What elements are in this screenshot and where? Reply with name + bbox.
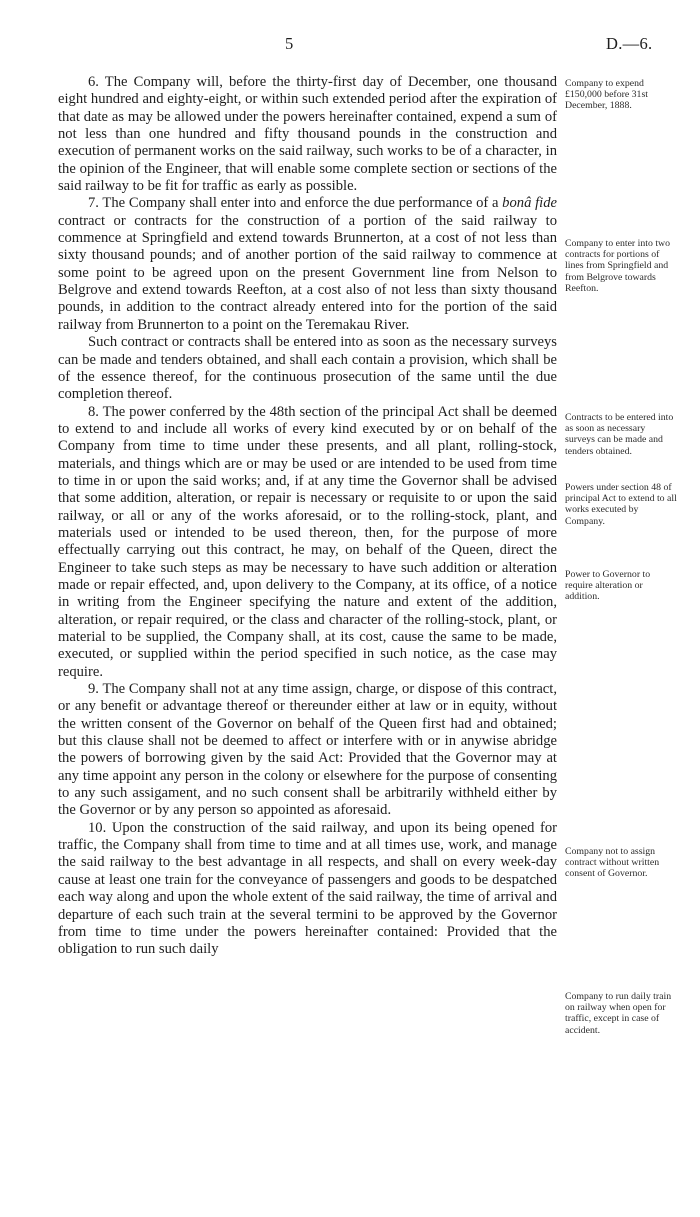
clause-8: 8. The power conferred by the 48th section of the principal Act shall be deemed to extend to and include all works of every kind executed by or on behalf of the Company from time to time under these presents, and all plant, rolling-stock, materials, and things which are or may be used or are intended to be used from time to time in or upon the said works; and, if at any time the Governor shall be advised that some addition, alteration, or repair is necessary or requisite to or upon the said railway, or all or any of the works aforesaid, or to the rolling-stock, plant, and materials used or intended to be used thereon, then, for the purpose of more effectually carrying out this contract, he may, on behalf of the Queen, direct the Engineer to take such steps as may be necessary to have such addition or alteration made or repair effected, and, upon delivery to the Company, at its office, of a notice in writing from the Engineer specifying the nature and extent of the addition, alteration, or repair required, or the class and character of the rolling-stock, plant, or material to be supplied, the Company shall, at its cost, cause the same to be made, executed, or supplied within the period specified in such notice, as the case may require. <box>58 403 557 680</box>
body-text <box>58 74 557 959</box>
margin-note-contracts: Company to enter into two contracts for portions of lines from Springfield and from Belgrove towards Reefton. <box>565 238 671 294</box>
clause-10: 10. Upon the construction of the said railway, and upon its being opened for traffic, the Company shall from time to time and at all times use, work, and manage the said railway to the best advantage in all respects, and shall on every week-day cause at least one train for the conveyance of passengers and goods to be despatched each way along and upon the whole extent of the said railway, the time of arrival and departure of each such train at the several termini to be approved by the Governor from time to time under the powers hereinafter contained: Provided that the obligation to run such daily <box>58 819 557 958</box>
clause-9: 9. The Company shall not at any time assign, charge, or dispose of this contract, or any benefit or advantage thereof or thereunder either at law or in equity, without the written consent of the Governor on behalf of the Queen first had and obtained; but this clause shall not be deemed to affect or interfere with or in anywise abridge the powers of borrowing given by the said Act: Provided that the Governor may at any time appoint any person in the colony or elsewhere for the purpose of consenting to any such assigament, and no such consent shall be arbitrarily withheld either by the Governor or by any person so appointed as aforesaid. <box>58 681 557 819</box>
margin-note-expend: Company to expend £150,000 before 31st December, 1888. <box>565 78 648 112</box>
clause-7 <box>58 195 557 334</box>
margin-note-surveys: Contracts to be entered into as soon as necessary surveys can be made and tenders obtained. <box>565 412 674 457</box>
clause-6: 6. The Company will, before the thirty-first day of December, one thousand eight hundred and eighty-eight, or within such extended period after the expiration of that date as may be allowed under the powers hereinafter contained, expend a sum of not less than one hundred and fifty thousand pounds in the construction and execution of permanent works on the said railway, such works to be of a character, in the opinion of the Engineer, that will enable some complete section or sections of the said railway to be fit for traffic as early as possible. <box>58 74 557 195</box>
clause-7-italic-term: bonâ fide <box>502 195 557 212</box>
margin-note-assign: Company not to assign contract without written consent of Governor. <box>565 846 660 880</box>
margin-note-section-48: Powers under section 48 of principal Act to extend to all works executed by Company. <box>565 482 677 527</box>
page-number: 5 <box>285 34 294 53</box>
margin-note-governor-power: Power to Governor to require alteration or addition. <box>565 569 651 603</box>
clause-7-continuation: Such contract or contracts shall be entered into as soon as the necessary surveys can be made and tenders obtained, and shall each contain a provision, which shall be of the essence thereof, for the continuous prosecution of the same until the due completion thereof. <box>58 334 557 403</box>
clause-7-text-a: 7. The Company shall enter into and enforce the due performance of a <box>88 195 503 212</box>
margin-note-daily-train: Company to run daily train on railway when open for traffic, except in case of accident. <box>565 991 672 1036</box>
clause-7-text-b: contract or contracts for the construction of a portion of the said railway to commence at Springfield and extend towards Brunnerton, at a cost of not less than sixty thousand pounds; and of another portion of the said railway to commence at some point to be agreed upon on the present Government line from Nelson to Belgrove and extend towards Reefton, at a cost also of not less than sixty thousand pounds, in addition to the contract already entered into for the portion of the said railway from Brunnerton to a point on the Teremakau River. <box>58 212 557 333</box>
sheet-reference: D.—6. <box>606 34 653 53</box>
